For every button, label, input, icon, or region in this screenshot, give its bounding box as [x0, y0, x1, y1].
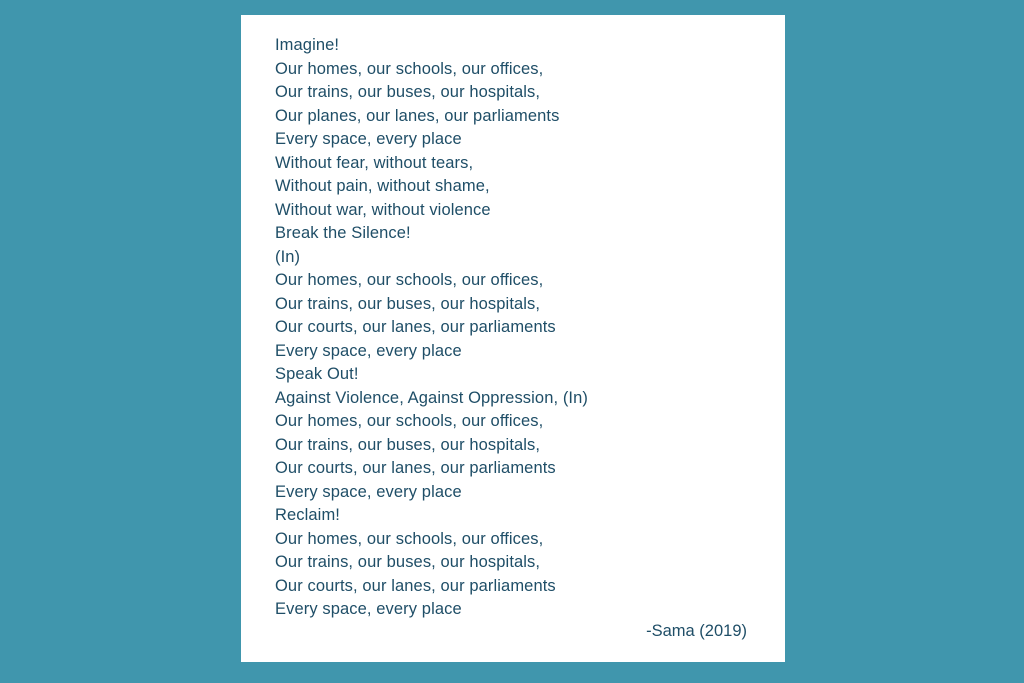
poem-line: Against Violence, Against Oppression, (In) — [275, 388, 588, 407]
poem-line: Our homes, our schools, our offices, — [275, 529, 544, 548]
poem-line: Every space, every place — [275, 600, 462, 618]
poem-line: Our trains, our buses, our hospitals, — [275, 294, 541, 313]
poem-line: Our homes, our schools, our offices, — [275, 271, 544, 289]
poem-line: Every space, every place — [275, 341, 462, 360]
poem-text — [275, 34, 755, 622]
poem-line: Break the Silence! — [275, 224, 411, 242]
poem-line: Speak Out! — [275, 365, 359, 383]
poem-line: Our trains, our buses, our hospitals, — [275, 83, 541, 101]
poem-line: Every space, every place — [275, 130, 462, 148]
poem-line: Without war, without violence — [275, 200, 491, 219]
poem-line: Without fear, without tears, — [275, 153, 474, 172]
poem-line: Imagine! — [275, 36, 340, 54]
poem-line: Our courts, our lanes, our parliaments — [275, 318, 556, 336]
poem-line: Without pain, without shame, — [275, 177, 490, 195]
poem-line: Our trains, our buses, our hospitals, — [275, 435, 541, 454]
poem-signature: -Sama (2019) — [646, 622, 747, 640]
poem-line: Our courts, our lanes, our parliaments — [275, 459, 556, 477]
poem-line: Our courts, our lanes, our parliaments — [275, 576, 556, 595]
poem-page — [241, 15, 785, 662]
poem-line: (In) — [275, 247, 301, 266]
poem-line: Our trains, our buses, our hospitals, — [275, 553, 541, 571]
poem-line: Every space, every place — [275, 482, 462, 501]
poem-line: Our homes, our schools, our offices, — [275, 412, 544, 430]
poem-line: Our homes, our schools, our offices, — [275, 59, 544, 78]
poem-line: Our planes, our lanes, our parliaments — [275, 106, 560, 125]
poem-line: Reclaim! — [275, 506, 340, 524]
